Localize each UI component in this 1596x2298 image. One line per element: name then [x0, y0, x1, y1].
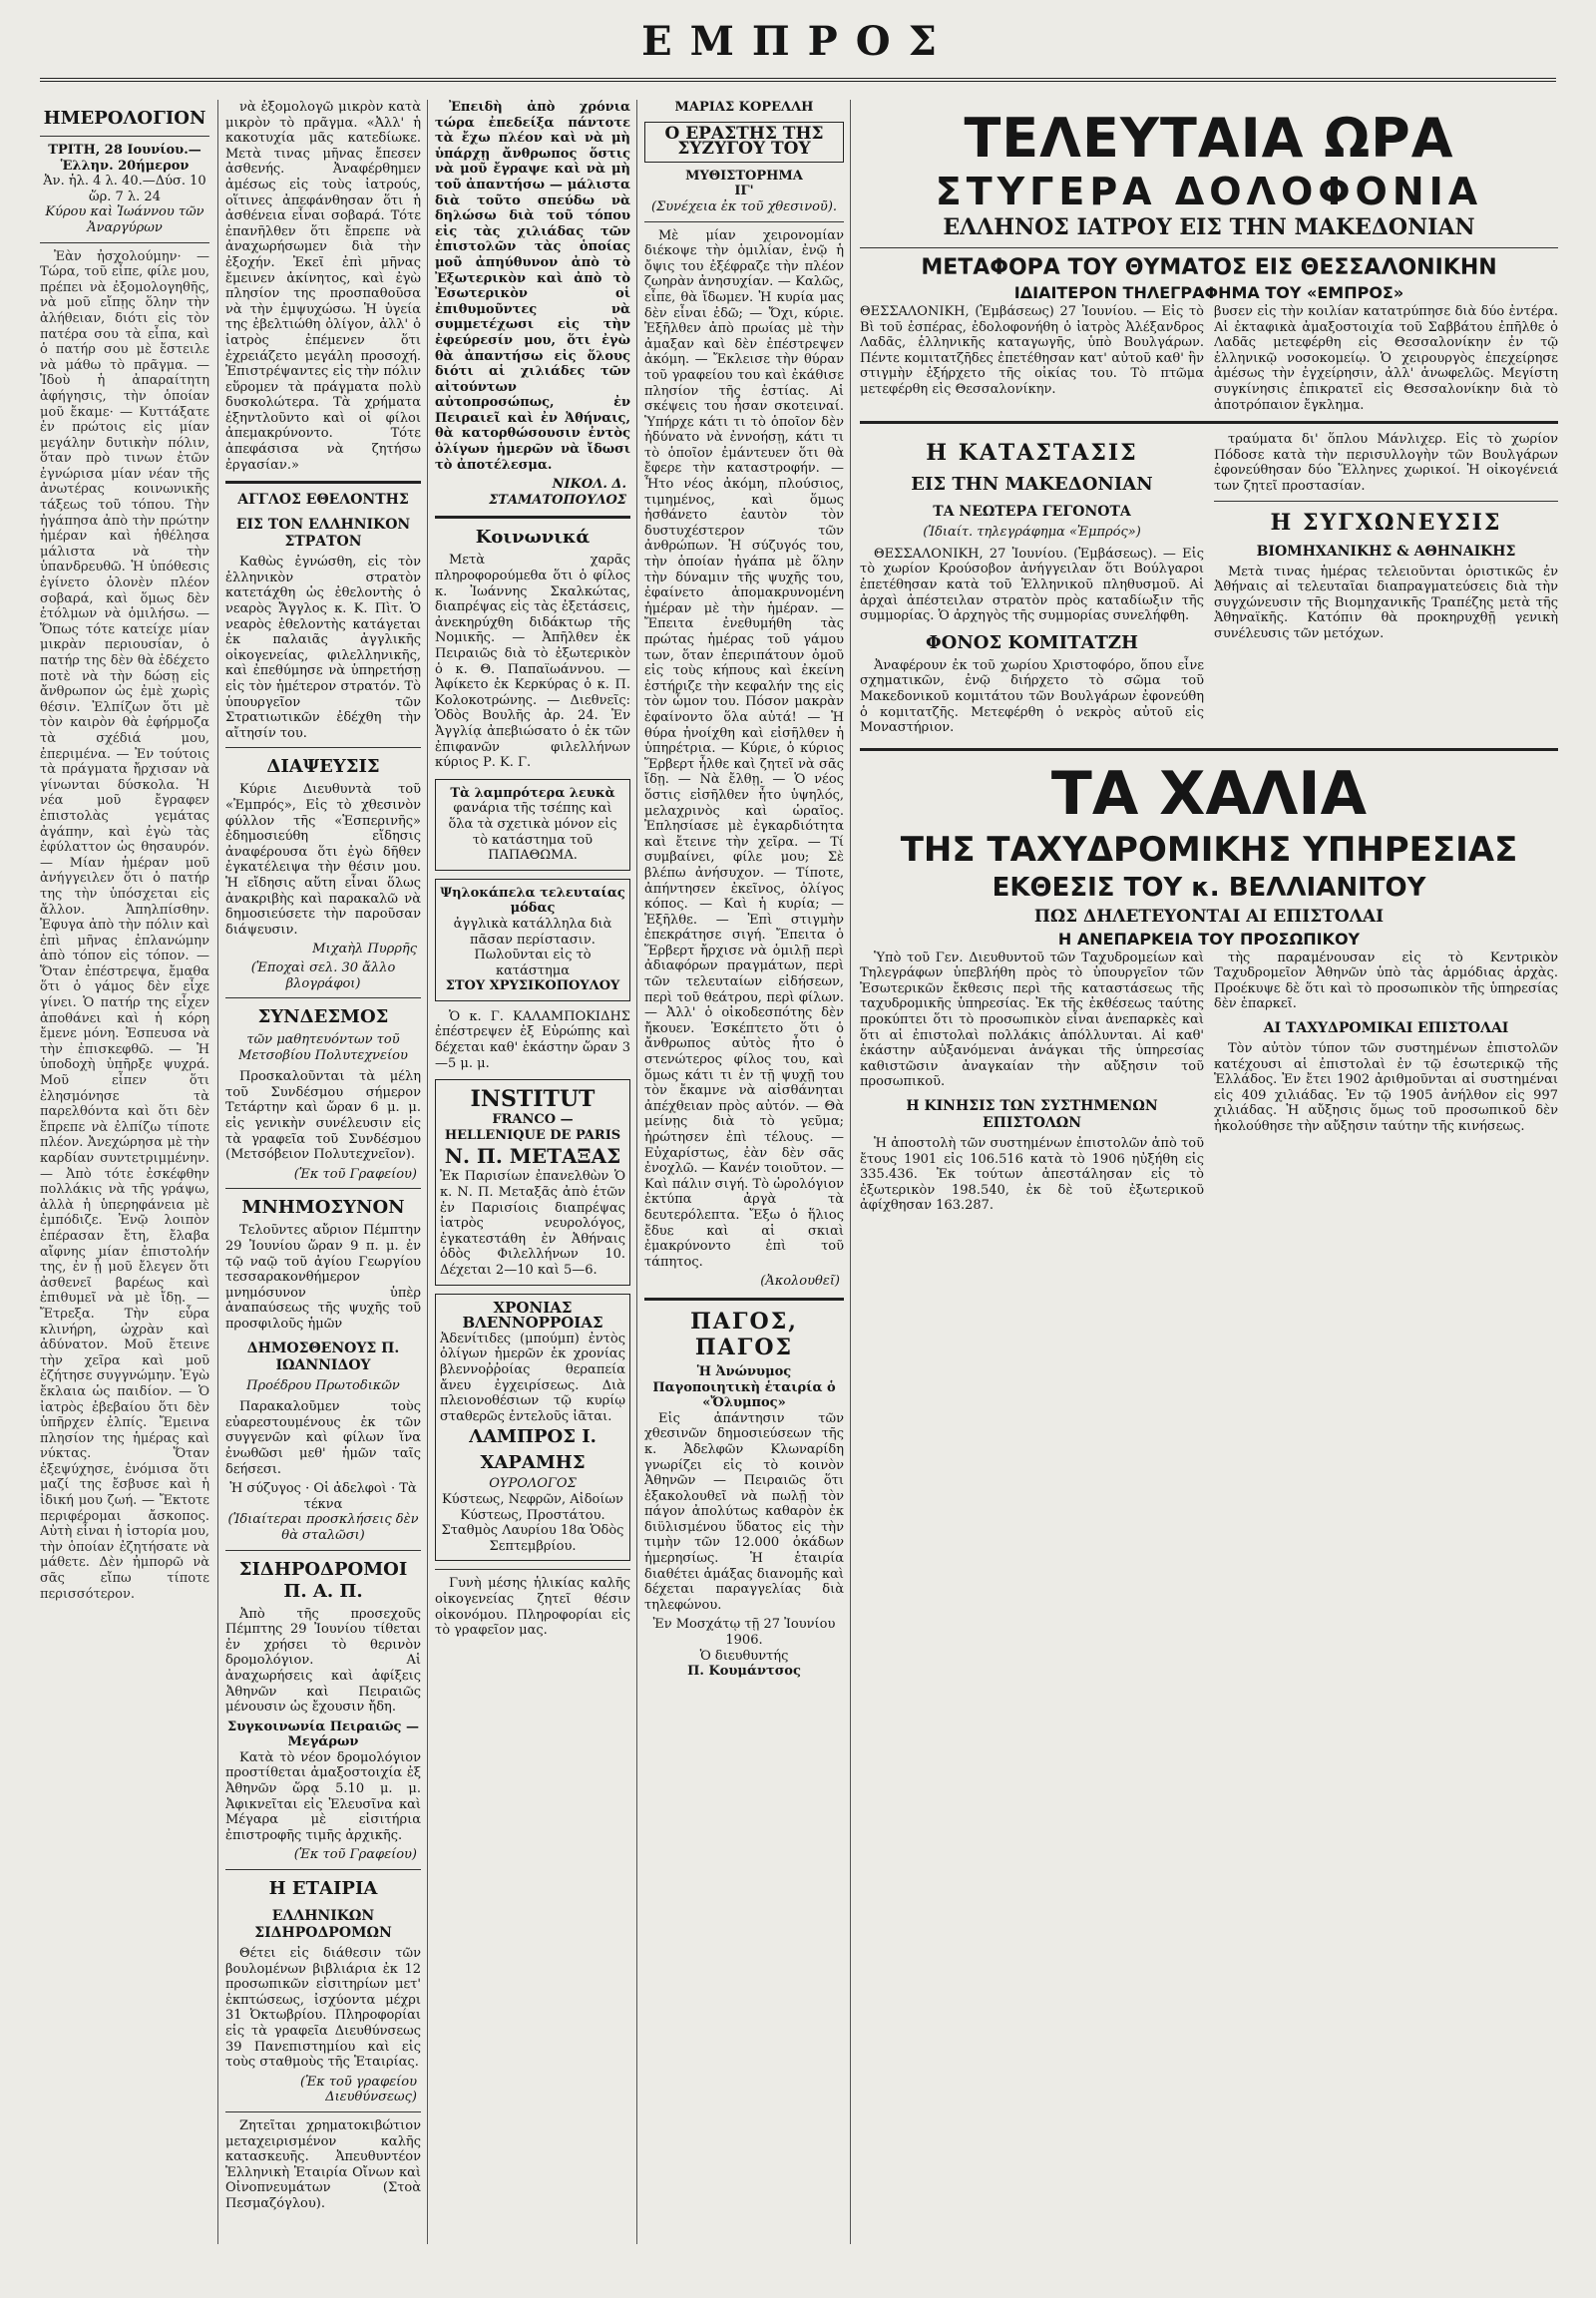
denial-note: (Ἐποχαὶ σελ. 30 ἄλλο βλογράφοι): [250, 959, 396, 991]
divider: [225, 1869, 421, 1870]
notice-subtitle: ΕΙΣ ΤΟΝ ΕΛΛΗΝΙΚΟΝ ΣΤΡΑΤΟΝ: [235, 517, 411, 551]
divider: [644, 221, 844, 222]
news-text-left: ΘΕΣΣΑΛΟΝΙΚΗ, (Ἐμβάσεως) 27 Ἰουνίου. — Εἰς τὸ Βὶ τοῦ ἐσπέρας, ἐδολοφονήθη ὁ ἰατρὸς Ἀλέξανδρος Λαδᾶς, ἑλληνικῆς καταγωγῆς, ὑπὸ Βουλγάρων. Πέντε κομιτατζῆδες ἐπετέθησαν κατ' αὐτοῦ καθ' ἣν στιγμὴν ἐξήρχετο τῆς οἰκίας του. Τὸ πτῶμα μετεφέρθη εἰς Θεσσαλονίκην.: [860, 304, 1204, 397]
railways-signature: (Ἐκ τοῦ Γραφείου): [293, 1847, 417, 1863]
headline-telegram: ΙΔΙΑΙΤΕΡΟΝ ΤΗΛΕΓΡΑΦΗΜΑ ΤΟΥ «ΕΜΠΡΟΣ»: [1013, 283, 1404, 302]
serial-to-be-continued: (Ἀκολουθεῖ): [760, 1274, 840, 1290]
divider: [225, 1550, 421, 1551]
ad-doctor-name: ΛΑΜΠΡΟΣ Ι. ΧΑΡΑΜΗΣ: [469, 1426, 597, 1474]
merger-subtitle: ΒΙΟΜΗΧΑΝΙΚΗΣ & ΑΘΗΝΑΙΚΗΣ: [1256, 543, 1516, 560]
classified-ad: Ζητεῖται χρηματοκιβώτιον μεταχειρισμένον καλῆς κατασκευῆς. Ἀπευθυντέον Ἑλληνικὴ Ἑταιρία Οἴνων καὶ Οἰνοπνευμάτων (Στοὰ Πεσμαζόγλου).: [225, 2117, 421, 2211]
ad-text: ἀγγλικὰ κατάλληλα διὰ πᾶσαν περίστασιν. Πωλοῦνται εἰς τὸ κατάστημα: [453, 916, 612, 978]
komitadji-title: ΦΟΝΟΣ ΚΟΜΙΤΑΤΖΗ: [925, 631, 1139, 653]
association-subtitle: τῶν μαθητευόντων τοῦ Μετσοβίου Πολυτεχνείου: [238, 1032, 408, 1063]
story-continuation: νὰ ἐξομολογῶ μικρὸν κατὰ μικρὸν τὸ πρᾶγμα. «Ἀλλ' ἡ κακοτυχία μᾶς κατεδίωκε. Μετὰ τινας μῆνας ἔπεσεν ἀσθενής. Ἀναφέρθημεν ἀμέσως εἰς τοὺς ἰατρούς, οἵτινες ἀπεφάνθησαν ὅτι ἡ ἀσθένεια εἶναι σοβαρά. Τότε ἐπανῆλθεν ὅτι ἔπρεπε νὰ ἀναχωρήσωμεν διὰ τὴν ἐξοχήν. Ἐκεῖ ἐπὶ μῆνας ἔμεινεν ἀκίνητος, καὶ ἐγὼ πλησίον της προσπαθοῦσα νὰ τὴν ἐμψυχώσω. Ἡ ὑγεία της ἐβελτιώθη ὀλίγον, ἀλλ' ὁ ἰατρὸς ἐπέμενεν ὅτι ἐχρειάζετο μεγάλη προσοχή. Ἐπιστρέψαντες εἰς τὴν πόλιν εὕρομεν τὰ πράγματα πολὺ δυσκολώτερα. Τὰ χρήματα ἐξηντλοῦντο καὶ οἱ φίλοι ἀπεμακρύνοντο. Τότε ἀπεφάσισα νὰ ζητήσω ἐργασίαν.»: [225, 100, 421, 473]
divider: [860, 421, 1558, 424]
railways-subtitle: Συγκοινωνία Πειραιῶς — Μεγάρων: [227, 1719, 419, 1750]
memorial-role: Προέδρου Πρωτοδικῶν: [246, 1377, 400, 1393]
post-subhead: Η ΚΙΝΗΣΙΣ ΤΩΝ ΣΥΣΤΗΜΕΝΩΝ ΕΠΙΣΤΟΛΩΝ: [906, 1098, 1158, 1132]
calendar-saints: Κύρου καὶ Ἰωάννου τῶν Ἀναργύρων: [45, 204, 204, 235]
association-signature: (Ἐκ τοῦ Γραφείου): [293, 1166, 417, 1182]
ice-ad-title: ΠΑΓΟΣ, ΠΑΓΟΣ: [690, 1308, 798, 1360]
memorial-title: ΜΝΗΜΟΣΥΝΟΝ: [241, 1197, 405, 1219]
advertisement: [435, 779, 630, 871]
ad-title: ΧΡΟΝΙΑΣ ΒΛΕΝΝΟΡΡΟΙΑΣ: [462, 1298, 603, 1333]
divider: [225, 481, 421, 484]
macedonia-subtitle: ΕΙΣ ΤΗΝ ΜΑΚΕΔΟΝΙΑΝ: [911, 474, 1153, 496]
divider: [435, 516, 630, 519]
macedonia-note: (Ἰδιαίτ. τηλεγράφημα «Ἐμπρός»): [923, 525, 1141, 541]
ice-ad-date: Ἐν Μοσχάτῳ τῇ 27 Ἰουνίου 1906.: [652, 1617, 836, 1649]
doctor-notice: Ὁ κ. Γ. ΚΑΛΑΜΠΟΚΙΔΗΣ ἐπέστρεψεν ἐξ Εὐρώπης καὶ δέχεται καθ' ἑκάστην ὥραν 3—5 μ. μ.: [435, 1008, 630, 1071]
advertisement: [435, 1079, 630, 1285]
ad-title: Τὰ λαμπρότερα λευκὰ: [450, 785, 615, 801]
column-5-news: [860, 100, 1558, 2244]
divider: [40, 136, 209, 137]
divider: [225, 747, 421, 748]
macedonia-text-right: τραύματα δι' ὅπλου Μάνλιχερ. Εἰς τὸ χωρίον Πόδοσε κατὰ τὴν περισυλλογὴν τῶν Βουλγάρων ἐφονεύθησαν δύο Ἕλληνες χωρικοί. Ἡ οἰκογένειά των ζητεῖ προστασίαν.: [1214, 432, 1558, 494]
column-rule: [427, 100, 428, 2244]
column-3: [435, 100, 630, 2244]
post-subhead-right: ΑΙ ΤΑΧΥΔΡΟΜΙΚΑΙ ΕΠΙΣΤΟΛΑΙ: [1263, 1020, 1509, 1037]
ad-shop-name: ΣΤΟΥ ΧΡΥΣΙΚΟΠΟΥΛΟΥ: [445, 978, 620, 994]
ad-title: INSTITUT: [470, 1086, 596, 1113]
divider: [1214, 501, 1558, 502]
ad-text: Κύστεως, Νεφρῶν, Αἰδοίων Κύστεως, Προστάτου. Σταθμὸς Λαυρίου 18α Ὁδὸς Σεπτεμβρίου.: [441, 1491, 624, 1554]
ad-subtitle: FRANCO — HELLENIQUE DE PARIS: [444, 1112, 621, 1143]
divider: [40, 242, 209, 243]
serial-author: ΜΑΡΙΑΣ ΚΟΡΕΛΛΗ: [674, 100, 814, 115]
denial-title: ΔΙΑΨΕΥΣΙΣ: [266, 756, 380, 778]
newspaper-title: ΕΜΠΡΟΣ: [641, 18, 955, 65]
memorial-name: ΔΗΜΟΣΘΕΝΟΥΣ Π. ΙΩΑΝΝΙΔΟΥ: [246, 1340, 400, 1373]
ad-text: Ἐκ Παρισίων ἐπανελθὼν Ὁ κ. Ν. Π. Μεταξᾶς ἀπὸ ἑτῶν ἐν Παρισίοις διαπρέψας ἰατρὸς νευρολόγος, ἐγκατεστάθη ἐν Ἀθήναις ὁδὸς Φιλελλήνων 10. Δέχεται 2—10 καὶ 5—6.: [440, 1169, 625, 1278]
column-rule: [636, 100, 637, 2244]
macedonia-subtitle-2: ΤΑ ΝΕΩΤΕΡΑ ΓΕΓΟΝΟΤΑ: [933, 504, 1131, 521]
company-signature: (Ἐκ τοῦ γραφείου Διευθύνσεως): [300, 2074, 417, 2106]
calendar-title: ΗΜΕΡΟΛΟΓΙΟΝ: [43, 108, 206, 129]
serial-subtitle: ΜΥΘΙΣΤΟΡΗΜΑ: [685, 168, 803, 184]
column-rule: [217, 100, 218, 2244]
news-columns: [860, 432, 1558, 740]
social-text: Μετὰ χαρᾶς πληροφορούμεθα ὅτι ὁ φίλος κ. Ἰωάννης Σκαλκώτας, διαπρέψας εἰς τὰς ἐξετάσεις, ἀνεκηρύχθη διδάκτωρ τῆς Νομικῆς. — Ἀπῆλθεν ἐκ Πειραιῶς διὰ τὸ ἐξωτερικὸν ὁ κ. Θ. Παπαϊωάννου. — Ἀφίκετο ἐκ Κερκύρας ὁ κ. Π. Κολοκοτρώνης. — Διεθνεῖς: Ὁδὸς Βουλῆς ἀρ. 24. Ἐν Ἀγγλίᾳ ἀπεβιώσατο ὁ ἐκ τῶν ἐπιφανῶν φιλελλήνων κύριος Ρ. Κ. Γ.: [435, 553, 630, 771]
merger-section: [1214, 432, 1558, 740]
post-right: [1214, 951, 1558, 1218]
masthead-rule: [40, 78, 1556, 82]
column-4: [644, 100, 844, 2244]
column-1: [40, 100, 209, 2244]
merger-title: Η ΣΥΓΧΩΝΕΥΣΙΣ: [1270, 509, 1502, 536]
divider: [225, 2111, 421, 2112]
announcement-signature: ΝΙΚΟΛ. Δ. ΣΤΑΜΑΤΟΠΟΥΛΟΣ: [489, 477, 626, 508]
news-columns: [860, 951, 1558, 1218]
denial-text: Κύριε Διευθυντὰ τοῦ «Ἐμπρός», Εἰς τὸ χθεσινὸν φύλλον τῆς «Ἑσπερινῆς» ἐδημοσιεύθη εἴδησις ἀναφέρουσα ὅτι ἐγὼ δῆθεν ἐγκατέλειψα τὴν θέσιν μου. Ἡ εἴδησις αὕτη εἶναι ὅλως ἀνακριβὴς καὶ παρακαλῶ νὰ δημοσιεύσετε τὴν παροῦσαν διάψευσιν.: [225, 782, 421, 938]
merger-text: Μετὰ τινας ἡμέρας τελειοῦνται ὁριστικῶς ἐν Ἀθήναις αἱ τελευταῖαι διαπραγματεύσεις διὰ τὴν συγχώνευσιν τῆς Βιομηχανικῆς Τραπέζης μετὰ τῆς Ἀθηναϊκῆς. Κατόπιν θὰ προκηρυχθῇ γενικὴ συνέλευσις τῶν μετόχων.: [1214, 564, 1558, 641]
serial-chapter: ΙΓ': [734, 184, 754, 199]
memorial-signers: Ἡ σύζυγος · Οἱ ἀδελφοὶ · Τὰ τέκνα: [229, 1481, 417, 1512]
divider: [860, 247, 1558, 248]
advertisement: [435, 1294, 630, 1562]
ad-doctor-name: Ν. Π. ΜΕΤΑΞΑΣ: [444, 1144, 621, 1169]
social-section-title: Κοινωνικά: [475, 527, 591, 549]
masthead: [0, 0, 1596, 80]
ice-ad-signature: Π. Κουμάντσος: [687, 1664, 801, 1680]
notice-text: Καθὼς ἐγνώσθη, εἰς τὸν ἑλληνικὸν στρατὸν κατετάχθη ὡς ἐθελοντὴς ὁ νεαρὸς Ἄγγλος κ. Κ. Πὶτ. Ὁ νεαρὸς ἐθελοντὴς κατάγεται ἐκ παλαιᾶς ἀγγλικῆς οἰκογενείας, φιλελληνικῆς, καὶ ἐπεθύμησε νὰ ὑπηρετήσῃ εἰς τὸν ἡμέτερον στρατόν. Τὸ ὑπουργεῖον τῶν Στρατιωτικῶν ἐδέχθη τὴν αἴτησίν του.: [225, 555, 421, 741]
post-left: [860, 951, 1204, 1218]
column-2: [225, 100, 421, 2244]
announcement-text: Ἐπειδὴ ἀπὸ χρόνια τώρα ἐπεδείξα πάντοτε τὰ ἔχω πλέον καὶ νὰ μὴ ὑπάρχῃ ἄνθρωπος ὅστις νὰ μοῦ ἔγραψε καὶ νὰ μὴ τοῦ ἀπαντήσω — μάλιστα διὰ τοῦτο σπεύδω νὰ δηλώσω διὰ τοῦ τόπου εἰς τὰς χιλιάδας τῶν ἐπιστολῶν τὰς ὁποίας μοῦ ἀπηύθυνον ἀπὸ τὸ Ἐξωτερικὸν καὶ ἀπὸ τὸ Ἐσωτερικὸν οἱ ἐπιθυμοῦντες νὰ συμμετέχωσι εἰς τὴν ἐφεύρεσίν μου, ὅτι ἐγὼ θὰ ἀπαντήσω εἰς ὅλους διότι αἱ χιλιάδες τῶν αἰτούντων αὐτοπροσώπως, ἐν Πειραιεῖ καὶ ἐν Ἀθήναις, θὰ κατορθώσουσιν ἐντὸς ὀλίγων ἡμερῶν νὰ ἴδωσι τὸ ἀποτέλεσμα.: [435, 100, 630, 473]
headline-letters: ΠΩΣ ΔΗΛΕΤΕΥΟΝΤΑΙ ΑΙ ΕΠΙΣΤΟΛΑΙ: [1033, 906, 1385, 927]
headline-murder: ΣΤΥΓΕΡΑ ΔΟΛΟΦΟΝΙΑ: [935, 170, 1483, 213]
memorial-text-2: Παρακαλοῦμεν τοὺς εὐαρεστουμένους ἐκ τῶν συγγενῶν καὶ φίλων ἵνα ἐνωθῶσι μεθ' ἡμῶν ταῖς δεήσεσι.: [225, 1399, 421, 1477]
denial-signature: Μιχαὴλ Πυρρῆς: [312, 942, 417, 958]
divider: [225, 1188, 421, 1189]
headline-doctor: ΕΛΛΗΝΟΣ ΙΑΤΡΟΥ ΕΙΣ ΤΗΝ ΜΑΚΕΔΟΝΙΑΝ: [943, 214, 1475, 240]
company-text: Θέτει εἰς διάθεσιν τῶν βουλομένων βιβλιάρια ἐκ 12 προσωπικῶν εἰσιτηρίων μετ' ἐκπτώσεως, ἰσχύοντα μέχρι 31 Ὀκτωβρίου. Πληροφορίαι εἰς τὰ γραφεῖα Διευθύνσεως 39 Πανεπιστημίου καὶ εἰς τοὺς σταθμοὺς τῆς Ἑταιρίας.: [225, 1946, 421, 2071]
macedonia-title: Η ΚΑΤΑΣΤΑΣΙΣ: [926, 440, 1138, 467]
ad-title: Ψηλοκάπελα τελευταίας μόδας: [440, 885, 625, 917]
macedonia-section: [860, 432, 1204, 740]
company-subtitle: ΕΛΛΗΝΙΚΩΝ ΣΙΔΗΡΟΔΡΟΜΩΝ: [254, 1908, 392, 1942]
divider: [435, 1569, 630, 1570]
ice-ad-text: Εἰς ἀπάντησιν τῶν χθεσινῶν δημοσιεύσεων τῆς κ. Ἀδελφῶν Κλωναρίδη γνωρίζει εἰς τὸ κοινὸν Ἀθηνῶν — Πειραιῶς ὅτι ἐξακολουθεῖ νὰ πωλῇ τὸν πάγον ἀπολύτως καθαρὸν ἐκ διϋλισμένου ὕδατος εἰς τὴν τιμὴν τῶν 12.000 ὀκάδων ἡμερησίως. Ἡ ἑταιρία διαθέτει ἁμάξας διανομῆς καὶ δέχεται παραγγελίας διὰ τηλεφώνου.: [644, 1410, 844, 1613]
headline-transfer: ΜΕΤΑΦΟΡΑ ΤΟΥ ΘΥΜΑΤΟΣ ΕΙΣ ΘΕΣΣΑΛΟΝΙΚΗΝ: [921, 255, 1497, 280]
news-columns: [860, 304, 1558, 413]
association-title: ΣΥΝΔΕΣΜΟΣ: [257, 1006, 389, 1028]
news-text-right: βυσεν εἰς τὴν κοιλίαν κατατρύπησε διὰ δύο ἐντέρα. Αἱ ἐκταφικὰ ἀμαξοστοιχία τοῦ Σαββάτου ἐπῆλθε ὁ Λαδᾶς μετεφέρθη εἰς Θεσσαλονίκην ἐν τῷ ἑλληνικῷ νοσοκομείῳ. Ὁ χειρουργὸς ἐπεχείρησε ἀμέσως τὴν ἐγχείρησιν, ἀλλ' ἀνωφελῶς. Μεγίστη συγκίνησις ἐπικρατεῖ εἰς Θεσσαλονίκην διὰ τὸ ἀποτρόπαιον ἔγκλημα.: [1214, 304, 1558, 413]
ice-ad-subtitle: Ἡ Ἀνώνυμος Παγοποιητικὴ ἑταιρία ὁ «Ὄλυμπος»: [652, 1363, 836, 1411]
classified-ad: Γυνὴ μέσης ἡλικίας καλῆς οἰκογενείας ζητεῖ θέσιν οἰκονόμου. Πληροφορίαι εἰς τὸ γραφεῖον μας.: [435, 1576, 630, 1639]
ad-doctor-role: ΟΥΡΟΛΟΓΟΣ: [489, 1476, 577, 1492]
komitadji-text: Ἀναφέρουν ἐκ τοῦ χωρίου Χριστοφόρο, ὅπου εἶνε σχηματικῶν, ἐνῷ διήρχετο τὸ σῶμα τοῦ Μακεδονικοῦ κομιτάτου τῶν Βουλγάρων ἐφονεύθη ὁ κομιτατζῆς. Μετεφέρθη ὁ νεκρὸς αὐτοῦ εἰς Μοναστήριον.: [860, 657, 1204, 736]
advertisement: [435, 879, 630, 1001]
railways-title: ΣΙΔΗΡΟΔΡΟΜΟΙ Π. Α. Π.: [238, 1558, 408, 1602]
memorial-text: Τελοῦντες αὔριον Πέμπτην 29 Ἰουνίου ὥραν 9 π. μ. ἐν τῷ ναῷ τοῦ ἁγίου Γεωργίου τεσσαρακονθήμερον μνημόσυνον ὑπὲρ ἀναπαύσεως τῆς ψυχῆς τοῦ προσφιλοῦς ἡμῶν: [225, 1223, 421, 1332]
ad-text: Ἀδενίτιδες (μπούμπ) ἐντὸς ὀλίγων ἡμερῶν ἐκ χρονίας βλεννοῤῥοίας θεραπεία ἄνευ ἐγχειρίσεως. Διὰ πλειονοθέσιων τῷ κυρίῳ σταθερῶς ἐντελοῦς ἰᾶται.: [440, 1331, 625, 1424]
headline-post-failures: ΤΑ ΧΑΛΙΑ: [1050, 758, 1368, 829]
divider: [225, 997, 421, 998]
railways-text-2: Κατὰ τὸ νέον δρομολόγιον προστίθεται ἀμαξοστοιχία ἐξ Ἀθηνῶν ὥρᾳ 5.10 μ. μ. Ἀφικνεῖται εἰς Ἐλευσῖνα καὶ Μέγαρα μὲ εἰσιτήρια ἐπιστροφῆς τιμῆς ἀρχικῆς.: [225, 1749, 421, 1843]
story-text: Ἐὰν ἠσχολούμην· — Τώρα, τοῦ εἶπε, φίλε μου, πρέπει νὰ ἐξομολογηθῆς, νὰ μοῦ εἴπῃς ὅλην τὴν ἀλήθειαν, διότι εἰς τὸν πατέρα σου τὰ εἶπα, καὶ ὁ πατήρ σου μὲ ἔστειλε νὰ μάθω τὸ πρᾶγμα. — Ἰδοὺ ἡ ἀπαραίτητη ἀφήγησις, τὴν ὁποίαν μοῦ ἔκαμε· — Κυττάξατε ἐν πρώτοις εἰς μίαν μεγάλην δυτικὴν πόλιν, ὅταν πρὸ τινων ἐτῶν ἐγνώρισα μίαν νέαν τῆς ἀνωτέρας κοινωνικῆς τάξεως τοῦ τόπου. Τὴν ἠγάπησα ἀπὸ τὴν πρώτην ἡμέραν καὶ ἠθέλησα μάλιστα νὰ τὴν ὑπανδρευθῶ. Ἡ ὑπόθεσις ἐγίνετο ὁλονὲν πλέον σοβαρά, καὶ ὅμως δὲν ἐτόλμων νὰ ὁμιλήσω. — Ὅπως τότε κατείχε μίαν μικρὰν περιουσίαν, ὁ πατήρ της δὲν θὰ ἐδέχετο ποτὲ νὰ τὴν δώσῃ εἰς ἄνθρωπον ὡς ἐμὲ χωρὶς θέσιν. Ἐλπίζων ὅτι μὲ τὸν καιρὸν θὰ ἐφήρμοζα τὰ σχέδιά μου, ἐπεριμένα. — Ἐν τούτοις τὰ πράγματα ἤρχισαν νὰ γίνωνται δύσκολα. Ἡ νέα μοῦ ἔγραφεν ἐπιστολὰς γεμάτας ἀγάπην, καὶ ἐγὼ τὰς ἐφύλαττον ὡς θησαυρόν. — Μίαν ἡμέραν μοῦ ἀνήγγειλεν ὅτι ὁ πατήρ της τὴν ὑπόσχεται εἰς ἄλλον. Ἀπηλπίσθην. Ἐφυγα ἀπὸ τὴν πόλιν καὶ ἐπὶ μῆνας ἐπλανώμην ἀπὸ τόπον εἰς τόπον. — Ὅταν ἐπέστρεψα, ἔμαθα ὅτι ὁ γάμος δὲν εἶχε γίνει. Ὁ πατήρ της εἶχεν ἀποθάνει καὶ ἡ κόρη ἔμενε μόνη. Ἐσπευσα νὰ τὴν ἐπισκεφθῶ. — Ἡ ὑποδοχὴ ὑπῆρξε ψυχρά. Μοῦ εἶπεν ὅτι ἐλησμόνησε τὰ παρελθόντα καὶ ὅτι δὲν ἔπρεπε νὰ ἐλπίζω τίποτε πλέον. Ἀνεχώρησα μὲ τὴν καρδίαν συντετριμμένην. — Ἀπὸ τότε ἐσκέφθην πολλάκις νὰ τῆς γράψω, ἀλλὰ ἡ ὑπερηφάνεια μὲ ἐμπόδιζε. Ἐνῷ λοιπὸν ἐπέρασαν ἔτη, ἔλαβα αἴφνης μίαν ἐπιστολήν της, ἐν ᾗ μοῦ ἔλεγεν ὅτι ἀσθενεῖ βαρέως καὶ ἐπιθυμεῖ νὰ μὲ ἴδῃ. — Ἔτρεξα. Τὴν εὗρα κλινήρη, ὠχρὰν καὶ ἀδύνατον. Μοῦ ἔτεινε τὴν χεῖρα καὶ μοῦ ἐζήτησε συγγνώμην. Ἐγὼ ἔκλαια ὡς παιδίον. — Ὁ ἰατρὸς ἐβεβαίου ὅτι δὲν ὑπῆρχεν ἐλπίς. Ἔμεινα πλησίον της ἡμέρας καὶ νύκτας. Ὅταν ἐξεψύχησε, ἐνόμισα ὅτι μαζί της ἔσβυσε καὶ ἡ ἰδική μου ζωή. — Ἔκτοτε περιφέρομαι ἄσκοπος. Αὐτὴ εἶναι ἡ ἱστορία μου, τὴν ὁποίαν ἐζητήσατε νὰ μάθετε. Δὲν ἠμπορῶ νὰ σᾶς εἴπω τίποτε περισσότερον.: [40, 248, 209, 1602]
headline-postal-service: ΤΗΣ ΤΑΧΥΔΡΟΜΙΚΗΣ ΥΠΗΡΕΣΙΑΣ: [900, 829, 1518, 870]
headline-staff: Η ΑΝΕΠΑΡΚΕΙΑ ΤΟΥ ΠΡΟΣΩΠΙΚΟΥ: [1057, 929, 1361, 949]
railways-text: Ἀπὸ τῆς προσεχοῦς Πέμπτης 29 Ἰουνίου τίθεται ἐν χρήσει τὸ θερινὸν δρομολόγιον. Αἱ ἀναχωρήσεις καὶ ἀφίξεις Ἀθηνῶν καὶ Πειραιῶς μένουσιν ὡς ἔχουσιν ἤδη.: [225, 1606, 421, 1716]
macedonia-text: ΘΕΣΣΑΛΟΝΙΚΗ, 27 Ἰουνίου. (Ἐμβάσεως). — Εἰς τὸ χωρίον Κρούσοβον ἀνήγγειλαν ὅτι Βούλγαροι ἐπετέθησαν κατὰ τοῦ Ἑλληνικοῦ πληθυσμοῦ. Αἱ ἀρχαὶ ἀπέστειλαν στρατὸν πρὸς καταδίωξιν τῆς συμμορίας. Ὁ ἀρχηγὸς τῆς συμμορίας συνελήφθη.: [860, 546, 1204, 624]
post-text-right: τὴς παραμένουσαν εἰς τὸ Κεντρικὸν Ταχυδρομεῖον Ἀθηνῶν ὑπὸ τὰς ἁρμόδιας ἀρχὰς. Προέκυψε δὲ ὅτι καὶ τὸ προσωπικὸν τῆς ὑπηρεσίας δὲν ἐπαρκεῖ.: [1214, 950, 1558, 1012]
calendar-date: ΤΡΙΤΗ, 28 Ιουνίου.—Ἑλλην. 20ήμερον: [48, 143, 201, 174]
company-title: Η ΕΤΑΙΡΙΑ: [268, 1878, 378, 1900]
post-text-right-2: Τὸν αὐτὸν τύπον τῶν συστημένων ἐπιστολῶν κατέχουσι αἱ ἐπιστολαὶ ἐν τῷ ἐσωτερικῷ τῆς Ἑλλάδος. Ἐν ἔτει 1902 ἀριθμοῦνται αἱ συστημέναι εἰς 409 χιλιάδας. Ἐν τῷ 1905 ἀνήλθον εἰς 997 χιλιάδας. Ἡ αὔξησις ὅμως τοῦ προσωπικοῦ δὲν ἠκολούθησε τὴν αὔξησιν ταύτην τῆς κινήσεως.: [1214, 1041, 1558, 1135]
serial-text: Μὲ μίαν χειρονομίαν διέκοψε τὴν ὁμιλίαν, ἐνῷ ἡ ὄψις του ἐξέφραζε τὴν πλέον ζωηρὰν ἀνησυχίαν. — Καλῶς, εἶπε, θὰ ἴδωμεν. Ἡ κυρία μας δὲν εἶναι ἐδῶ; — Ὄχι, κύριε. Ἐξῆλθεν ἀπὸ πρωίας μὲ τὴν ἀμαξαν καὶ δὲν ἐπέστρεψεν ἀκόμη. — Ἔκλεισε τὴν θύραν τοῦ γραφείου του καὶ ἐκάθισε πλησίον τῆς ἑστίας. Αἱ σκέψεις του ἦσαν σκοτειναί. Ὑπήρχε κάτι τι τὸ ὁποῖον δὲν ἠδύνατο νὰ ἐννοήσῃ, κάτι τι τὸ ὁποῖον ἐμάντευεν ὅτι θὰ ἔφερε τὴν καταστροφήν. — Ἦτο νέος ἀκόμη, πλούσιος, τιμημένος, καὶ ὅμως ἠσθάνετο ἑαυτὸν τὸν δυστυχέστερον τῶν ἀνθρώπων. Ἡ σύζυγός του, τὴν ὁποίαν ἠγάπα μὲ ὅλην τὴν δύναμιν τῆς ψυχῆς του, ἐφαίνετο ἀπομακρυνομένη ἡμέραν μὲ τὴν ἡμέραν. — Ἔπειτα ἐνεθυμήθη τὰς πρώτας ἡμέρας τοῦ γάμου των, ὅταν ἐπεριπάτουν ὁμοῦ εἰς τοὺς κήπους καὶ ἐκείνη ἐστήριζε τὴν κεφαλήν της εἰς τὸν ὦμον του. Πόσον μακρὰν ἐφαίνοντο ὅλα αὐτά! — Ἡ θύρα ἠνοίχθη καὶ εἰσῆλθεν ἡ ὑπηρέτρια. — Κύριε, ὁ κύριος Ἕρβερτ ἦλθε καὶ ζητεῖ νὰ σᾶς ἴδῃ. — Νὰ ἔλθῃ. — Ὁ νέος ὅστις εἰσῆλθεν ἦτο ὑψηλός, μελαχρινὸς καὶ ὡραῖος. Ἐπλησίασε μὲ ἐγκαρδιότητα καὶ ἔτεινε τὴν χεῖρα. — Τί συμβαίνει, φίλε μου; Σὲ βλέπω ἀνήσυχον. — Τίποτε, ἀπήντησεν ἐκεῖνος, ὀλίγος κόπος. — Καὶ ἡ κυρία; — Ἐξῆλθε. — Ἐπὶ στιγμὴν ἐπεκράτησε σιγή. Ἔπειτα ὁ Ἕρβερτ ἤρχισε νὰ ὁμιλῇ περὶ ἀδιαφόρων πραγμάτων, περὶ τῶν τελευταίων εἰδήσεων, περὶ τοῦ θεάτρου, περὶ φίλων. — Ἀλλ' ὁ οἰκοδεσπότης δὲν ἤκουεν. Ἐσκέπτετο ὅτι ὁ ἄνθρωπος αὐτὸς ἦτο ὁ στενώτερος φίλος του, καὶ ὅμως κάτι τι ἐν τῇ ψυχῇ του τὸν ἔκαμνε νὰ αἰσθάνηται ἀπέχθειαν πρὸς αὐτόν. — Θὰ μείνῃς διὰ τὸ γεῦμα; ἠρώτησεν ἐπὶ τέλους. — Εὐχαρίστως, ἐὰν δὲν σᾶς ἐνοχλῶ. — Κανέν τοιοῦτον. — Καὶ πάλιν σιγή. Τὸ ὡρολόγιον ἐκτύπα ἀργὰ τὰ δευτερόλεπτα. Ἔξω ὁ ἥλιος ἔδυε καὶ αἱ σκιαὶ ἐμακρύνοντο ἐπὶ τοῦ τάπητος.: [644, 227, 844, 1270]
divider: [644, 1298, 844, 1301]
divider: [860, 748, 1558, 751]
association-text: Προσκαλοῦνται τὰ μέλη τοῦ Συνδέσμου σήμερον Τετάρτην καὶ ὥραν 6 μ. μ. εἰς γενικὴν συνέλευσιν εἰς τὰ γραφεῖα τοῦ Συνδέσμου (Μετσόβειον Πολυτεχνεῖον).: [225, 1069, 421, 1163]
headline-report: ΕΚΘΕΣΙΣ ΤΟΥ κ. ΒΕΛΛΙΑΝΙΤΟΥ: [992, 872, 1426, 903]
post-text: Ὑπὸ τοῦ Γεν. Διευθυντοῦ τῶν Ταχυδρομείων καὶ Τηλεγράφων ὑπεβλήθη πρὸς τὸ ὑπουργεῖον τῶν Ἐσωτερικῶν ἔκθεσις περὶ τῆς καταστάσεως τῆς ταχυδρομικῆς ὑπηρεσίας. Ἐκ τῆς ἐκθέσεως ταύτης προκύπτει ὅτι τὸ προσωπικὸν εἶναι ἀνεπαρκὲς καὶ ὅτι αἱ ἐπιστολαὶ πολλάκις ἀπόλλυνται. Αἱ καθ' ἑκάστην αὐξανόμεναι ἀνάγκαι τῆς ὑπηρεσίας καθιστῶσιν ἀναγκαίαν τὴν αὔξησιν τοῦ προσωπικοῦ.: [860, 950, 1204, 1090]
post-text-2: Ἡ ἀποστολὴ τῶν συστημένων ἐπιστολῶν ἀπὸ τοῦ ἔτους 1901 εἰς 106.516 κατὰ τὸ 1906 ηὐξήθη εἰς 335.436. Ἐκ τούτων ἀπεστάλησαν εἰς τὸ ἐξωτερικὸν 198.540, ἐκ δὲ τοῦ ἐξωτερικοῦ ἀφίχθησαν 163.287.: [860, 1136, 1204, 1214]
ad-text: φανάρια τῆς τσέπης καὶ ὅλα τὰ σχετικὰ μόνον εἰς τὸ κατάστημα τοῦ ΠΑΠΑΘΩΜΑ.: [448, 801, 617, 864]
notice-title: ΑΓΓΛΟΣ ΕΘΕΛΟΝΤΗΣ: [237, 492, 409, 509]
headline-last-hour: ΤΕΛΕΥΤΑΙΑ ΩΡΑ: [964, 107, 1454, 170]
serial-title: Ο ΕΡΑΣΤΗΣ ΤΗΣ ΣΥΖΥΓΟΥ ΤΟΥ: [644, 122, 844, 163]
serial-continuation-note: (Συνέχεια ἐκ τοῦ χθεσινοῦ).: [650, 198, 838, 214]
column-rule: [850, 100, 851, 2244]
calendar-sun: Ἀν. ἡλ. 4 λ. 40.—Δύσ. 10 ὥρ. 7 λ. 24: [43, 174, 206, 204]
memorial-note: (Ἰδιαίτεραι προσκλήσεις δὲν θὰ σταλῶσι): [227, 1512, 419, 1543]
ice-ad-role: Ὁ διευθυντής: [699, 1648, 789, 1664]
